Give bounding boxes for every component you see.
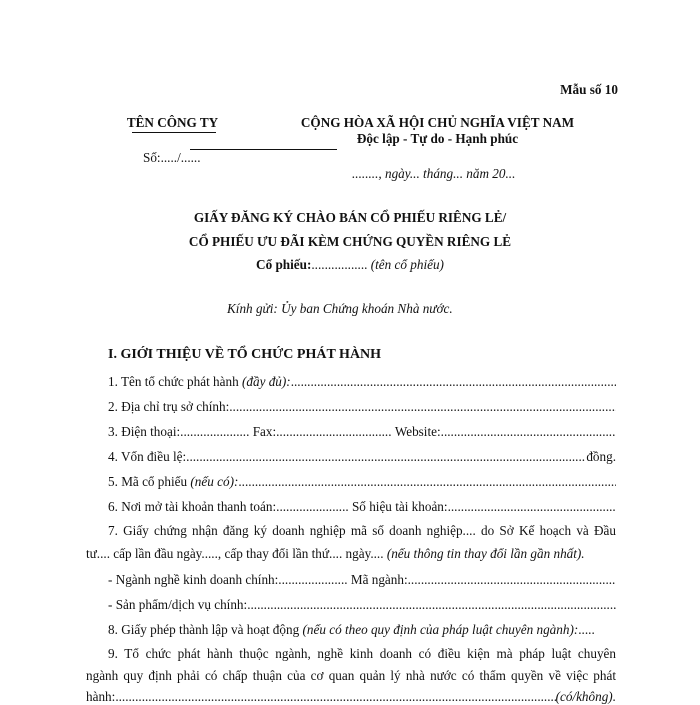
products-label: - Sản phẩm/dịch vụ chính: <box>108 597 248 612</box>
item-4-unit: đồng. <box>586 449 616 464</box>
item-6-account: 6. Nơi mở tài khoản thanh toán:...................... <box>108 499 349 514</box>
item-1-label: 1. Tên tổ chức phát hành <box>108 374 239 389</box>
company-name: TÊN CÔNG TY <box>126 115 219 130</box>
item-3-website: Website: <box>394 424 441 439</box>
item-2 <box>108 399 616 415</box>
item-1 <box>108 374 616 390</box>
item-5-hint: (nếu có): <box>190 474 239 489</box>
business-code: Mã ngành: <box>350 572 408 587</box>
item-6-number: Số hiệu tài khoản: <box>351 499 448 514</box>
item-4 <box>108 449 616 465</box>
stock-label: Cổ phiếu: <box>256 257 312 272</box>
company-underline <box>132 132 216 133</box>
business-label: - Ngành nghề kinh doanh chính:..................... <box>108 572 348 587</box>
item-9-hint: (có/không). <box>555 689 616 704</box>
motto-underline <box>190 149 337 150</box>
item-9-line1: 9. Tổ chức phát hành thuộc ngành, nghề kinh doanh có điều kiện mà pháp luật chuyên <box>108 646 616 661</box>
item-1-hint: (đầy đủ): <box>241 374 291 389</box>
item-8 <box>108 622 595 638</box>
item-3-phone: 3. Điện thoại:..................... <box>108 424 250 439</box>
recipient-line: Kính gửi: Ủy ban Chứng khoán Nhà nước. <box>227 301 453 316</box>
business-line <box>108 572 616 588</box>
item-8-dots: ..... <box>578 622 595 637</box>
document-number: Số:...../...... <box>143 150 201 165</box>
item-3 <box>108 424 616 440</box>
item-3-fax: Fax:................................... <box>252 424 392 439</box>
stock-dots: ................. <box>311 257 368 272</box>
item-9-label: hành: <box>86 689 116 704</box>
item-7-hint: (nếu thông tin thay đổi lần gần nhất). <box>386 546 585 561</box>
national-motto: Độc lập - Tự do - Hạnh phúc <box>356 131 519 146</box>
item-8-label: 8. Giấy phép thành lập và hoạt động <box>108 622 300 637</box>
item-2-label: 2. Địa chỉ trụ sở chính: <box>108 399 230 414</box>
item-8-hint: (nếu có theo quy định của pháp luật chuyên ngành): <box>302 622 579 637</box>
item-9-line3 <box>86 689 616 705</box>
document-title-line1: GIẤY ĐĂNG KÝ CHÀO BÁN CỔ PHIẾU RIÊNG LẺ/ <box>193 210 507 225</box>
item-5 <box>108 474 616 490</box>
item-9-line2: ngành quy định phải có chấp thuận của cơ quan quản lý nhà nước có thẩm quyền về việc phát <box>86 668 616 683</box>
item-7-line1: 7. Giấy chứng nhận đăng ký doanh nghiệp mã số doanh nghiệp.... do Sở Kế hoạch và Đầu <box>108 523 616 538</box>
stock-line <box>100 257 600 273</box>
products-line <box>108 597 616 613</box>
form-number: Mẫu số 10 <box>560 82 618 97</box>
item-4-label: 4. Vốn điều lệ: <box>108 449 187 464</box>
item-7-line2 <box>86 546 585 562</box>
country-name: CỘNG HÒA XÃ HỘI CHỦ NGHĨA VIỆT NAM <box>300 115 575 130</box>
item-6 <box>108 499 616 515</box>
stock-hint: (tên cổ phiếu) <box>370 257 444 272</box>
item-5-label: 5. Mã cổ phiếu <box>108 474 188 489</box>
date-line: ........, ngày... tháng... năm 20... <box>352 166 516 181</box>
document-title-line2: CỔ PHIẾU ƯU ĐÃI KÈM CHỨNG QUYỀN RIÊNG LẺ <box>188 234 512 249</box>
item-7-dates: tư.... cấp lần đầu ngày....., cấp thay đổi lần thứ.... ngày.... <box>86 546 384 561</box>
section-heading: I. GIỚI THIỆU VỀ TỔ CHỨC PHÁT HÀNH <box>108 347 382 362</box>
